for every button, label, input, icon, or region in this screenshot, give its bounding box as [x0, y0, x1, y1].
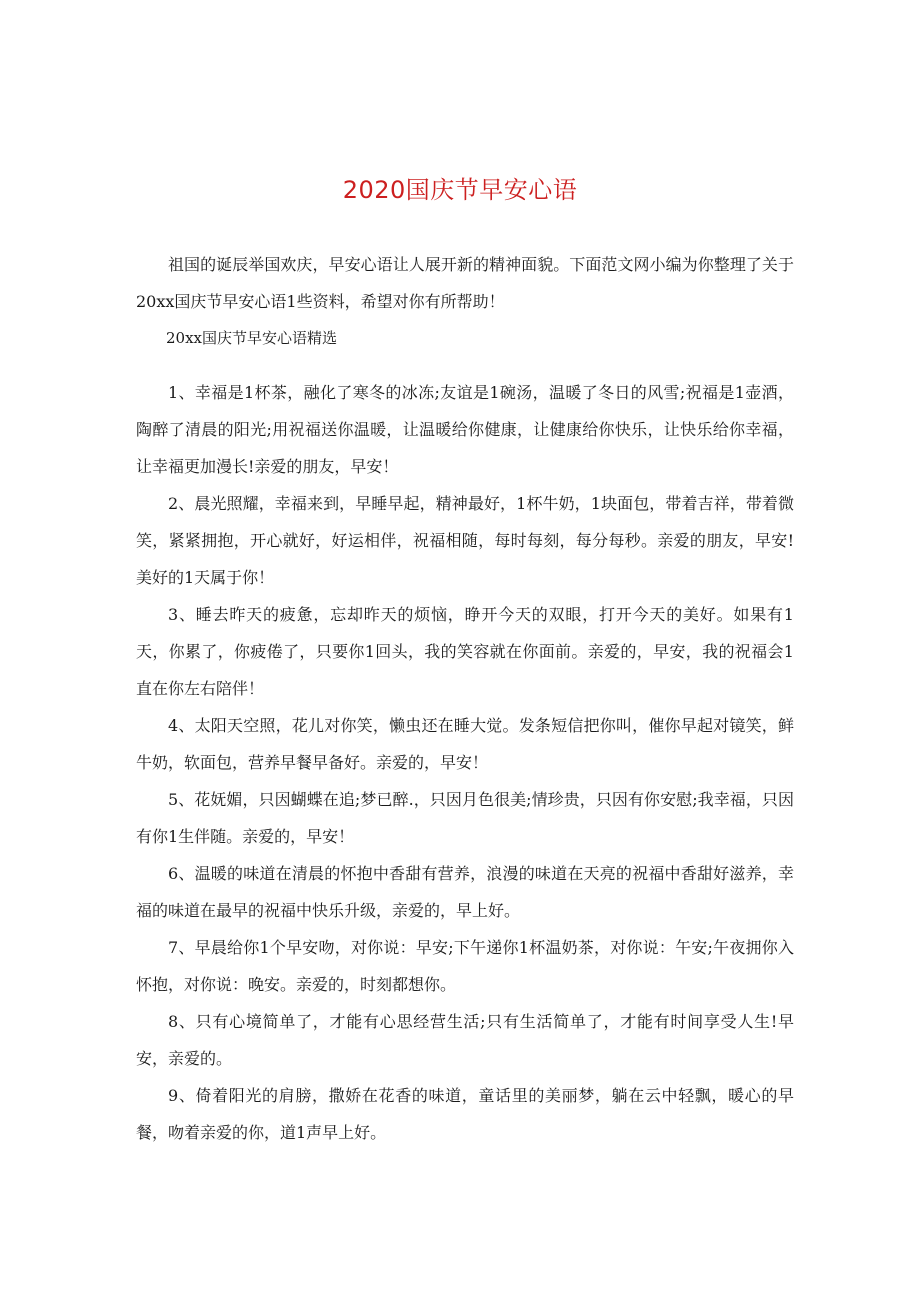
section-subheading: 20xx国庆节早安心语精选 — [166, 329, 338, 347]
list-item: 7、早晨给你1个早安吻，对你说：早安;下午递你1杯温奶茶，对你说：午安;午夜拥你入怀抱，对你说：晚安。亲爱的，时刻都想你。 — [136, 938, 794, 994]
list-item: 6、温暖的味道在清晨的怀抱中香甜有营养，浪漫的味道在天亮的祝福中香甜好滋养，幸福的味道在最早的祝福中快乐升级，亲爱的，早上好。 — [136, 864, 794, 920]
document-body — [136, 246, 794, 1151]
intro-paragraph: 祖国的诞辰举国欢庆，早安心语让人展开新的精神面貌。下面范文网小编为你整理了关于20xx国庆节早安心语1些资料，希望对你有所帮助！ — [136, 255, 794, 311]
document-title: 2020国庆节早安心语 — [342, 176, 578, 204]
list-item: 4、太阳天空照，花儿对你笑，懒虫还在睡大觉。发条短信把你叫，催你早起对镜笑，鲜牛奶，软面包，营养早餐早备好。亲爱的，早安！ — [136, 716, 794, 772]
list-item: 5、花妩媚，只因蝴蝶在追;梦已醉.，只因月色很美;情珍贵，只因有你安慰;我幸福，只因有你1生伴随。亲爱的，早安！ — [136, 790, 794, 846]
list-item: 1、幸福是1杯茶，融化了寒冬的冰冻;友谊是1碗汤，温暖了冬日的风雪;祝福是1壶酒，陶醉了清晨的阳光;用祝福送你温暖，让温暖给你健康，让健康给你快乐，让快乐给你幸福，让幸福更加漫长!亲爱的朋友，早安！ — [136, 383, 794, 476]
list-item: 8、只有心境简单了，才能有心思经营生活;只有生活简单了，才能有时间享受人生!早安，亲爱的。 — [136, 1012, 794, 1068]
list-item: 3、睡去昨天的疲惫，忘却昨天的烦恼，睁开今天的双眼，打开今天的美好。如果有1天，你累了，你疲倦了，只要你1回头，我的笑容就在你面前。亲爱的，早安，我的祝福会1直在你左右陪伴！ — [136, 605, 794, 698]
list-item: 2、晨光照耀，幸福来到，早睡早起，精神最好，1杯牛奶，1块面包，带着吉祥，带着微笑，紧紧拥抱，开心就好，好运相伴，祝福相随，每时每刻，每分每秒。亲爱的朋友，早安!美好的1天属于你！ — [136, 494, 794, 587]
list-item: 9、倚着阳光的肩膀，撒娇在花香的味道，童话里的美丽梦，躺在云中轻飘，暖心的早餐，吻着亲爱的你，道1声早上好。 — [136, 1086, 794, 1142]
